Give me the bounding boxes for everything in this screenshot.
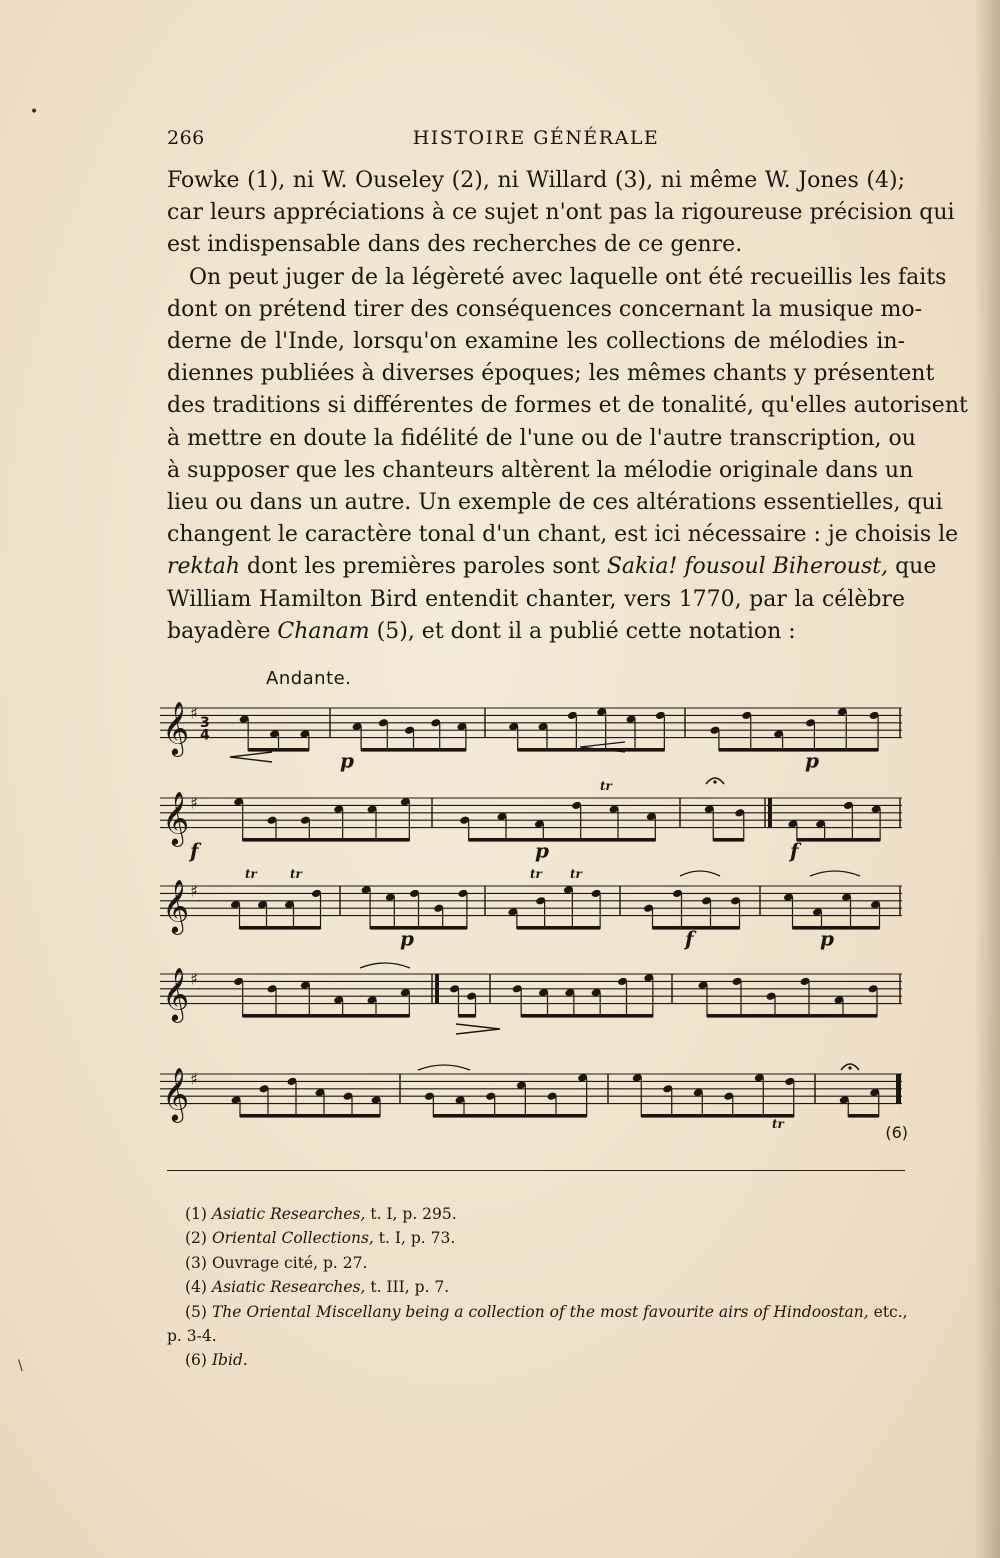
trill-mark: tr [290, 867, 302, 881]
dynamic-marking: f [790, 838, 799, 863]
text-line [167, 262, 947, 294]
text-segment: William Hamilton Bird entendit chanter, vers 1770, par la célèbre [167, 586, 905, 612]
key-signature-sharp: ♯ [190, 881, 198, 901]
note-beam [370, 926, 467, 930]
note-beam [248, 748, 309, 752]
footnote-number: (4) [185, 1278, 207, 1297]
footnote-number: (3) [185, 1253, 207, 1272]
treble-clef: 𝄞 [162, 1066, 190, 1121]
footnote [167, 1251, 905, 1275]
key-signature-sharp: ♯ [190, 703, 198, 723]
text-segment: derne de l'Inde, lorsqu'on examine les collections de mélodies in- [167, 329, 905, 355]
key-signature-sharp: ♯ [190, 1069, 198, 1089]
slur [810, 871, 860, 876]
decrescendo-hairpin [230, 752, 272, 762]
treble-clef: 𝄞 [162, 790, 190, 845]
note-beam [243, 838, 410, 842]
footnotes [167, 1202, 908, 1373]
footnote-title: The Oriental Miscellany being a collection of the most favourite airs of Hindoostan, [211, 1302, 869, 1321]
text-line [167, 584, 905, 616]
final-barline [896, 1074, 901, 1104]
text-segment: (5), et dont il a publié cette notation : [369, 618, 796, 644]
note-beam [240, 1114, 380, 1118]
text-line [167, 519, 959, 551]
text-line [167, 390, 968, 422]
trill-mark: tr [772, 1117, 784, 1131]
dynamic-marking: p [805, 748, 819, 773]
footnote-text: p. 3-4. [167, 1327, 217, 1346]
dynamic-marking: f [685, 926, 694, 951]
slur [680, 871, 720, 876]
repeat-barline [435, 974, 439, 1004]
text-line [167, 358, 935, 390]
note-beam [517, 926, 600, 930]
note-beam [361, 748, 466, 752]
time-signature: 3 [200, 714, 210, 731]
dynamic-marking: f [190, 838, 199, 863]
footnote-title: Asiatic Researches, [211, 1278, 366, 1297]
footnote-title: Ibid. [211, 1351, 248, 1370]
footnote [167, 1324, 905, 1348]
text-line [167, 551, 937, 583]
trill-mark: tr [600, 779, 612, 793]
ink-speck: • [30, 104, 39, 120]
footnote-text: t. I, p. 295. [365, 1205, 457, 1223]
fermata-dot [848, 1066, 851, 1069]
text-line [167, 165, 905, 197]
music-notation [160, 668, 910, 1148]
footnote-rule [167, 1170, 905, 1171]
body-paragraphs [167, 165, 968, 648]
trill-mark: tr [570, 867, 582, 881]
text-segment: Fowke (1), ni W. Ouseley (2), ni Willard (3), ni même W. Jones (4); [167, 168, 905, 193]
text-line [167, 197, 955, 229]
text-line [167, 294, 923, 326]
note-beam [719, 748, 878, 752]
note-beam [469, 838, 656, 842]
key-signature-sharp: ♯ [190, 793, 198, 813]
footnote-text: Ouvrage cité, p. 27. [211, 1253, 368, 1272]
running-title: HISTOIRE GÉNÉRALE [412, 127, 660, 149]
slur [360, 963, 410, 968]
note-beam [848, 1114, 879, 1118]
footnote-text: t. III, p. 7. [365, 1278, 450, 1297]
trill-mark: tr [530, 867, 542, 881]
note-beam [793, 926, 880, 930]
note-beam [653, 926, 740, 930]
footnote [167, 1275, 905, 1299]
dynamic-marking: p [340, 748, 354, 773]
italic-text: rektah [167, 554, 240, 580]
text-line [167, 455, 914, 487]
trill-mark: tr [245, 867, 257, 881]
note-beam [240, 926, 321, 930]
footnote-number: (5) [185, 1302, 207, 1321]
note-beam [713, 838, 744, 842]
text-segment: dont on prétend tirer des conséquences concernant la musique mo- [167, 296, 923, 322]
footnote [167, 1300, 908, 1324]
dynamic-marking: p [535, 838, 549, 863]
note-beam [707, 1014, 877, 1018]
text-segment: à mettre en doute la fidélité de l'une ou de l'autre transcription, ou [167, 425, 916, 451]
footnote-title: Oriental Collections, [211, 1229, 374, 1248]
text-line [167, 423, 916, 455]
fermata-dot [713, 780, 716, 783]
key-signature-sharp: ♯ [190, 969, 198, 989]
footnote-title: Asiatic Researches, [211, 1205, 366, 1223]
note-beam [243, 1014, 410, 1018]
footnote-number: (1) [185, 1205, 207, 1223]
text-line [167, 326, 905, 358]
footnote-text: t. I, p. 73. [373, 1229, 456, 1248]
ink-speck: \ [18, 1358, 23, 1374]
music-staves [160, 668, 910, 1148]
treble-clef: 𝄞 [162, 878, 190, 933]
italic-text: Sakia! fousoul Biheroust, [606, 554, 889, 580]
slur [418, 1065, 470, 1070]
tempo-marking: Andante. [266, 668, 352, 689]
page-number: 266 [167, 127, 205, 149]
repeat-barline [768, 798, 772, 828]
text-segment: On peut juger de la légèreté avec laquelle ont été recueillis les faits [189, 264, 947, 290]
text-segment: changent le caractère tonal d'un chant, est ici nécessaire : je choisis le [167, 522, 959, 548]
text-segment: lieu ou dans un autre. Un exemple de ces altérations essentielles, qui [167, 490, 943, 516]
footnote [167, 1348, 905, 1372]
text-segment: car leurs appréciations à ce sujet n'ont pas la rigoureuse précision qui [167, 200, 955, 226]
text-line [167, 487, 943, 519]
dynamic-marking: p [820, 926, 834, 951]
note-beam [641, 1114, 794, 1118]
note-beam [459, 1014, 476, 1018]
treble-clef: 𝄞 [162, 966, 190, 1021]
text-line [167, 229, 905, 261]
running-head [167, 127, 905, 155]
text-segment: que [888, 554, 937, 580]
footnote-number: (6) [185, 1351, 207, 1370]
italic-text: Chanam [277, 618, 370, 644]
text-segment: à supposer que les chanteurs altèrent la mélodie originale dans un [167, 457, 914, 483]
footnote-number: (2) [185, 1229, 207, 1248]
dynamic-marking: p [400, 926, 414, 951]
time-signature: 4 [200, 727, 210, 744]
text-segment: bayadère [167, 618, 278, 644]
text-segment: dont les premières paroles sont [240, 554, 607, 580]
note-beam [433, 1114, 586, 1118]
footnote [167, 1202, 905, 1226]
treble-clef: 𝄞 [162, 700, 190, 755]
music-footnote-ref: (6) [885, 1123, 908, 1142]
text-segment: diennes publiées à diverses époques; les mêmes chants y présentent [167, 361, 935, 387]
decrescendo-hairpin [456, 1024, 500, 1034]
footnote [167, 1226, 905, 1250]
text-segment: des traditions si différentes de formes et de tonalité, qu'elles autorisent [167, 393, 968, 419]
text-segment: est indispensable dans des recherches de ce genre. [167, 232, 743, 258]
text-line [167, 616, 905, 648]
note-beam [797, 838, 880, 842]
footnote-text: etc., [868, 1302, 908, 1321]
note-beam [521, 1014, 653, 1018]
page-edge-shadow [974, 0, 1000, 1558]
